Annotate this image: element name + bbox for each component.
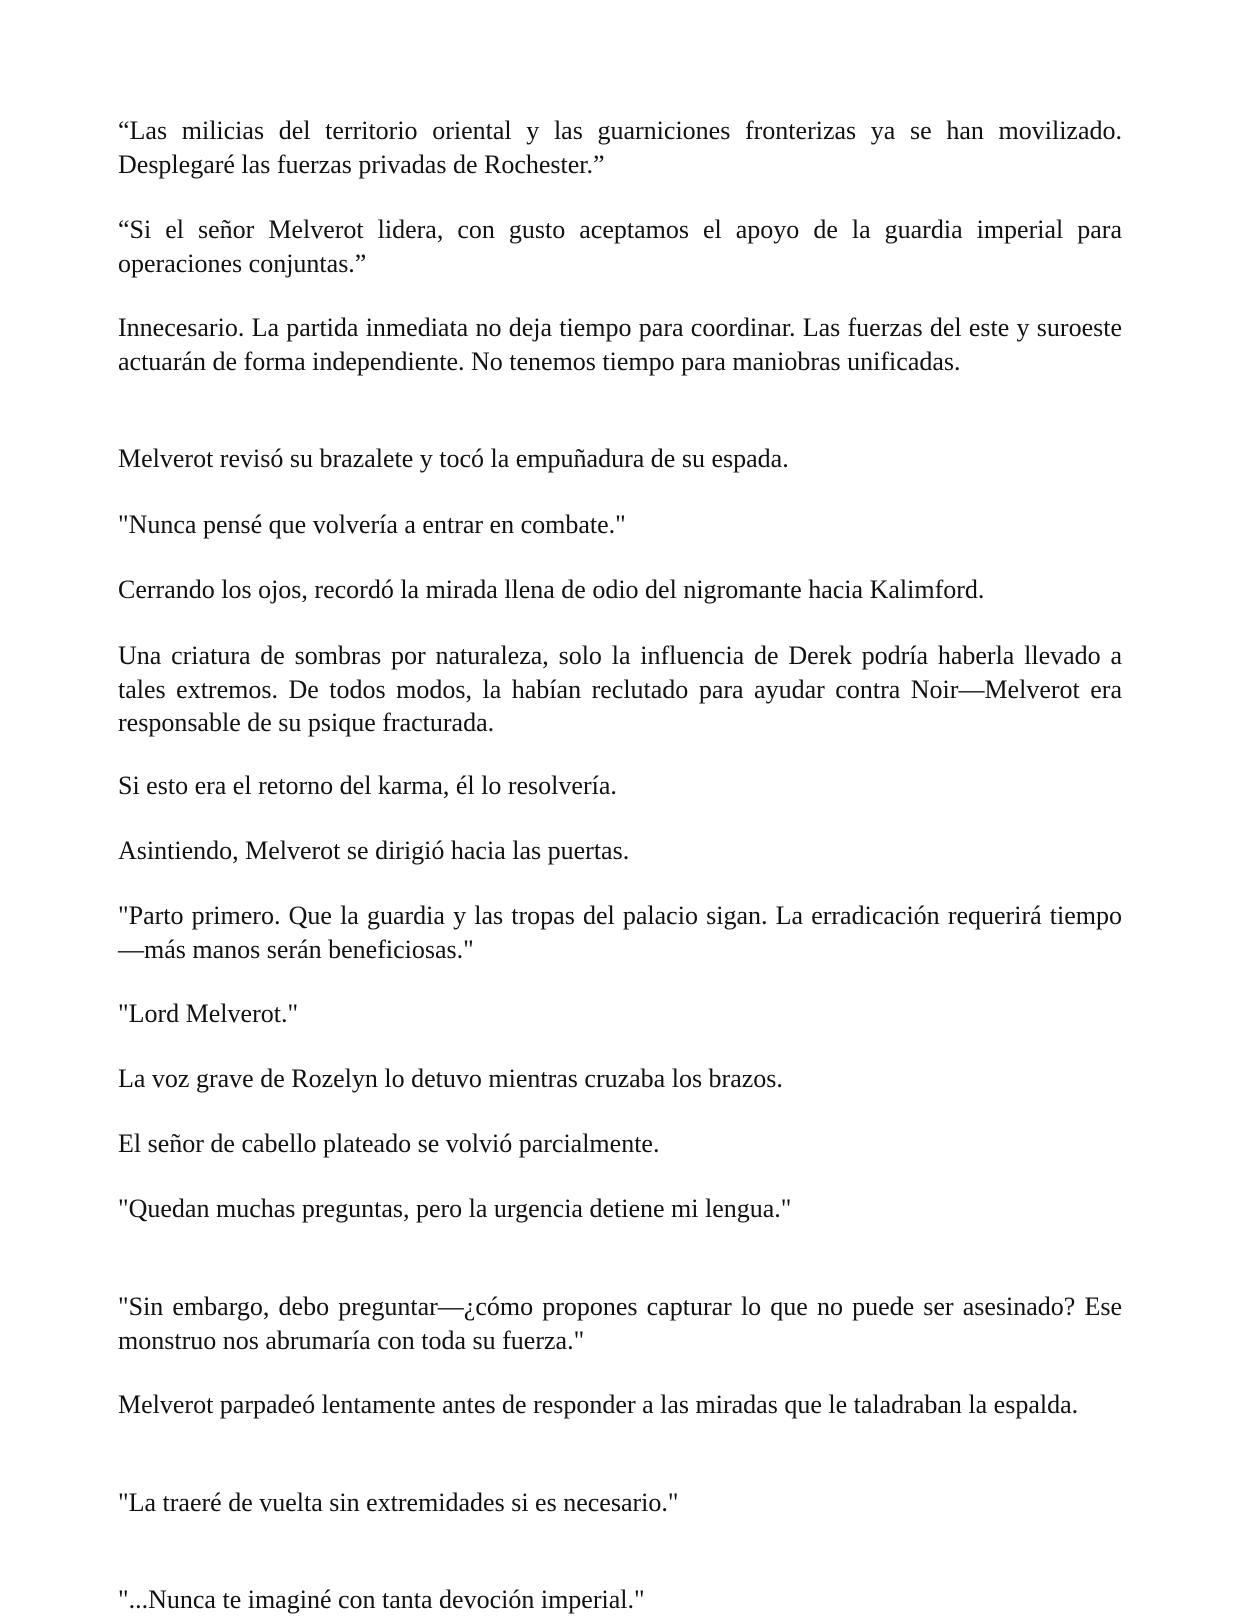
paragraph: La voz grave de Rozelyn lo detuvo mientras cruzaba los brazos. <box>118 1064 783 1093</box>
paragraph: "Quedan muchas preguntas, pero la urgencia detiene mi lengua." <box>118 1194 792 1223</box>
paragraph: "Parto primero. Que la guardia y las tropas del palacio sigan. La erradicación requerirá tiempo—más manos serán beneficiosas." <box>118 901 1122 964</box>
paragraph: Asintiendo, Melverot se dirigió hacia las puertas. <box>118 836 630 865</box>
paragraph: “Si el señor Melverot lidera, con gusto aceptamos el apoyo de la guardia imperial para operaciones conjuntas.” <box>118 215 1122 278</box>
paragraph: "Nunca pensé que volvería a entrar en combate." <box>118 510 626 539</box>
paragraph: Melverot revisó su brazalete y tocó la empuñadura de su espada. <box>118 444 789 473</box>
paragraph: Cerrando los ojos, recordó la mirada llena de odio del nigromante hacia Kalimford. <box>118 575 985 604</box>
paragraph: El señor de cabello plateado se volvió parcialmente. <box>118 1129 660 1158</box>
paragraph: Melverot parpadeó lentamente antes de responder a las miradas que le taladraban la espalda. <box>118 1390 1079 1419</box>
paragraph: Si esto era el retorno del karma, él lo resolvería. <box>118 771 617 800</box>
paragraph: Innecesario. La partida inmediata no deja tiempo para coordinar. Las fuerzas del este y suroeste actuarán de forma independiente. No tenemos tiempo para maniobras unificadas. <box>118 313 1122 376</box>
paragraph: "La traeré de vuelta sin extremidades si es necesario." <box>118 1488 679 1517</box>
paragraph: “Las milicias del territorio oriental y las guarniciones fronterizas ya se han movilizado. Desplegaré las fuerzas privadas de Rochester.” <box>118 116 1122 179</box>
paragraph: Una criatura de sombras por naturaleza, solo la influencia de Derek podría haberla llevado a tales extremos. De todos modos, la habían reclutado para ayudar contra Noir—Melverot era responsable de su psique fracturada. <box>118 641 1122 737</box>
paragraph: "Sin embargo, debo preguntar—¿cómo propones capturar lo que no puede ser asesinado? Ese monstruo nos abrumaría con toda su fuerza." <box>118 1292 1122 1355</box>
paragraph: "Lord Melverot." <box>118 999 299 1028</box>
paragraph: "...Nunca te imaginé con tanta devoción imperial." <box>118 1585 645 1614</box>
